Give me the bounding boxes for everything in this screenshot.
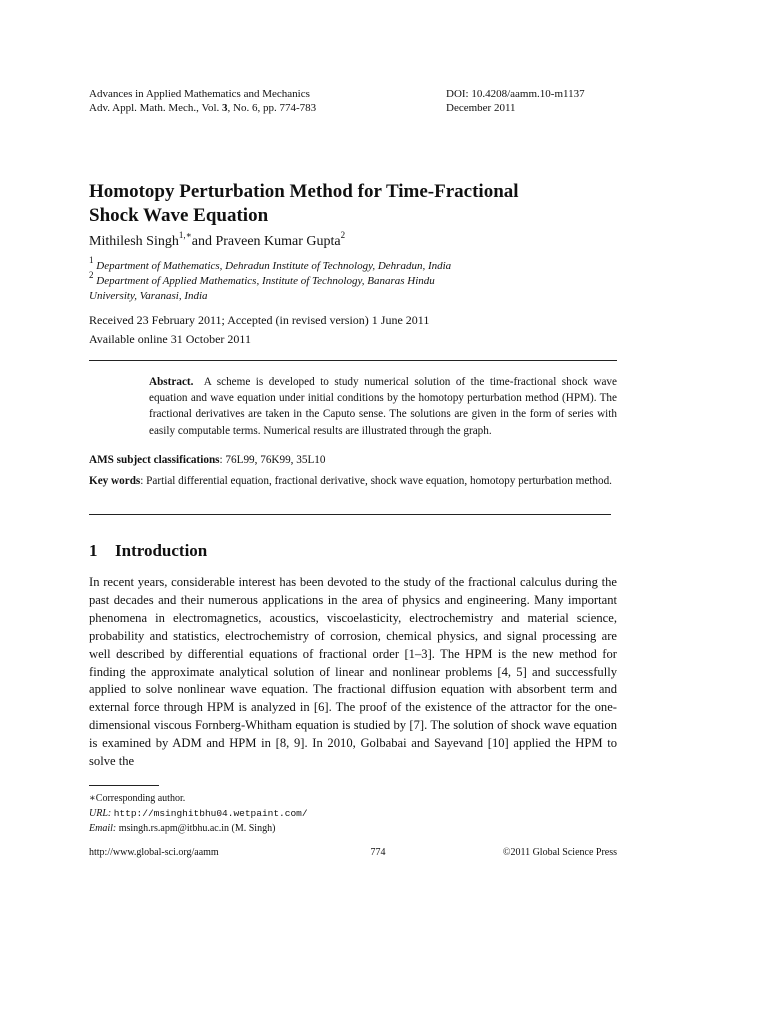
author-email-link[interactable]: msingh.rs.apm@itbhu.ac.in (M. Singh): [118, 823, 276, 834]
author-url-link[interactable]: http://msinghitbhu04.wetpaint.com/: [113, 808, 308, 819]
footnotes: [89, 791, 617, 836]
email-note: Email: msingh.rs.apm@itbhu.ac.in (M. Singh): [89, 823, 276, 834]
abstract-text: A scheme is developed to study numerical solution of the time-fractional shock wave equation and wave equation under initial conditions by the homotopy perturbation method (HPM). The fractional derivatives are taken in the Caputo sense. The solutions are given in the form of series with easily computable terms. Numerical results are illustrated through the graph.: [149, 376, 617, 437]
doi-header: [446, 87, 676, 115]
section-title: Introduction: [115, 541, 208, 560]
affiliation-2: $^2$ Department of Applied Mathematics, Institute of Technology, Banaras Hindu: [89, 270, 435, 287]
issue-date: December 2011: [446, 102, 516, 114]
doi: DOI: 10.4208/aamm.10-m1137: [446, 88, 585, 100]
paper-title: Homotopy Perturbation Method for Time-Fractional Shock Wave Equation: [89, 181, 519, 226]
top-divider: [89, 360, 617, 361]
author-1: Mithilesh Singh: [89, 234, 179, 249]
footer-url[interactable]: http://www.global-sci.org/aamm: [89, 847, 219, 858]
citation-volume: 3: [222, 102, 228, 114]
section-heading: [89, 540, 207, 562]
intro-paragraph: In recent years, considerable interest has been devoted to the study of the fractional calculus during the past decades and their numerous applications in the area of physics and engineering. Many important phenomena in electromagnetics, acoustics, viscoelasticity, electrochemistry and material science, probability and statistics, electrochemistry of corrosion, chemical physics, and signal processing are well described by differential equations of fractional order [1–3]. The HPM is the new method for finding the approximate analytical solution of linear and nonlinear problems [4, 5] and successfully applied to solve nonlinear wave equation. The fractional diffusion equation with absorbent term and external force through HPM is analyzed in [6]. The proof of the existence of the attractor for the one-dimensional viscous Fornberg-Whitham equation is studied by [7]. The solution of shock wave equation is examined by ADM and HPM in [8, 9]. In 2010, Golbabai and Sayevand [10] applied the HPM to solve the: [89, 575, 617, 769]
online-date: Available online 31 October 2011: [89, 332, 251, 346]
journal-header: [89, 87, 419, 115]
corresponding-author-note: ∗Corresponding author.: [89, 793, 186, 804]
footnote-rule: [89, 785, 159, 786]
journal-name: Advances in Applied Mathematics and Mechanics: [89, 88, 310, 100]
submission-dates: [89, 311, 649, 349]
ams-classifications: AMS subject classifications: 76L99, 76K99, 35L10: [89, 454, 326, 466]
author-2: and Praveen Kumar Gupta: [191, 234, 341, 249]
affiliation-1: $^1$ Department of Mathematics, Dehradun Institute of Technology, Dehradun, India: [89, 255, 452, 272]
affiliation-2-cont: University, Varanasi, India: [89, 290, 208, 302]
affiliations: [89, 255, 649, 304]
bottom-divider: [89, 514, 611, 515]
author-list: Mithilesh Singh$^{1,∗}$and Praveen Kumar Gupta$^2$: [89, 230, 346, 249]
section-number: 1: [89, 541, 98, 560]
abstract: [149, 374, 617, 439]
page-number: 774: [370, 847, 386, 858]
abstract-label: Abstract.: [149, 376, 194, 388]
copyright: ©2011 Global Science Press: [502, 847, 617, 858]
keywords: Key words: Partial differential equation, fractional derivative, shock wave equation, homotopy perturbation method.: [89, 475, 612, 487]
received-date: Received 23 February 2011; Accepted (in revised version) 1 June 2011: [89, 313, 430, 327]
journal-citation: Adv. Appl. Math. Mech., Vol. 3, No. 6, pp. 774-783: [89, 102, 317, 114]
url-note: URL: http://msinghitbhu04.wetpaint.com/: [89, 808, 308, 819]
